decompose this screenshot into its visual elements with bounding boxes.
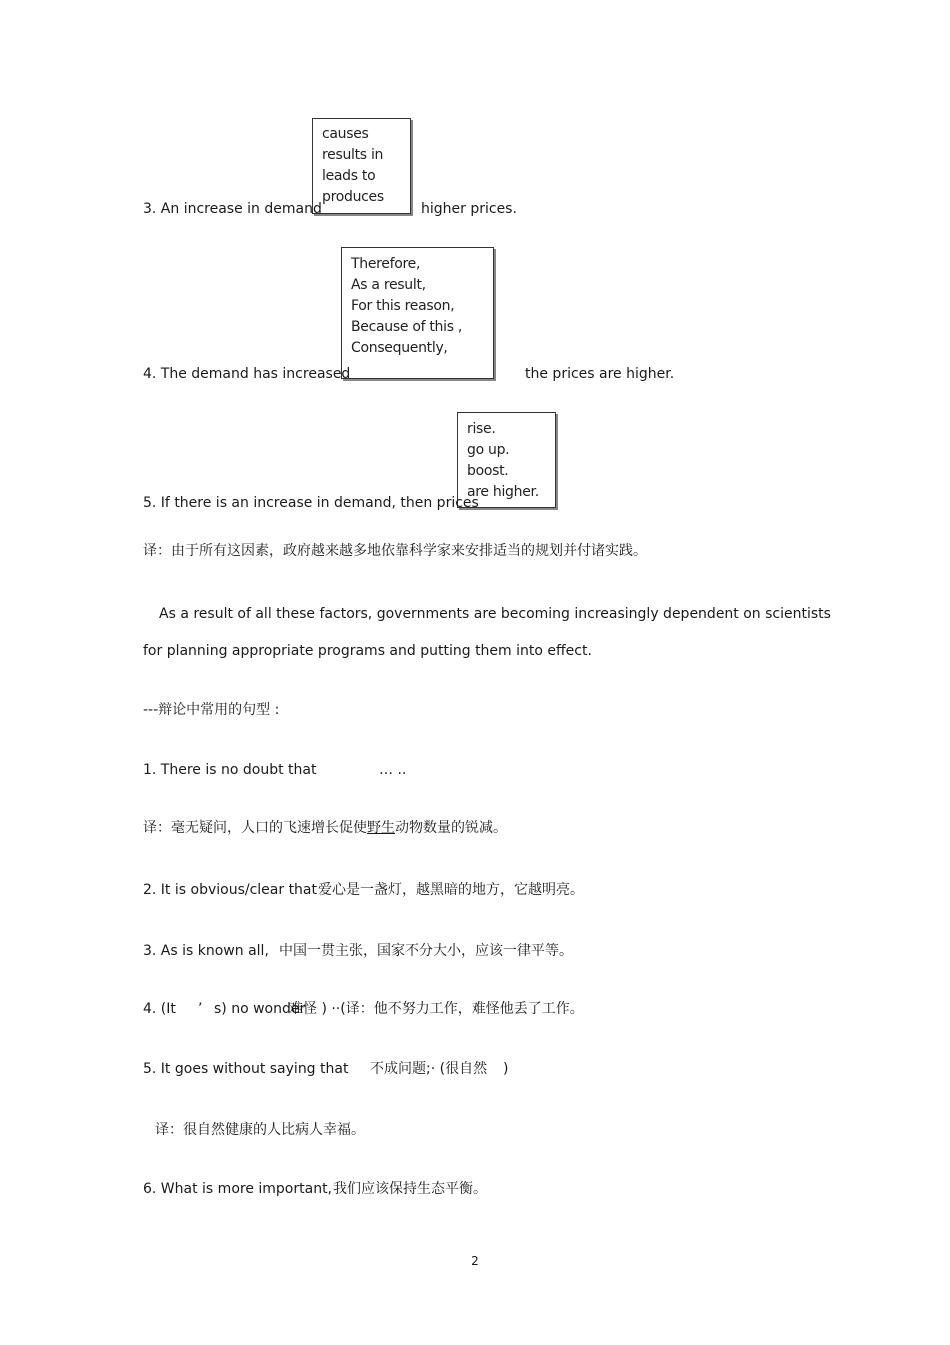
pattern-text: 3. As is known all, — [143, 943, 269, 959]
option: leads to — [322, 168, 376, 184]
translation-before: 译：毫无疑问，人口的飞速增长促使 — [143, 820, 367, 836]
option: Consequently, — [351, 340, 448, 356]
translation-after: 动物数量的锐减。 — [395, 820, 507, 836]
ex3-prefix: 3. An increase in demand — [143, 201, 322, 217]
page-number: 2 — [471, 1254, 479, 1268]
pattern-text: 4. (It — [143, 1001, 176, 1017]
pattern-4 — [143, 1000, 584, 1018]
ex3-suffix: higher prices. — [421, 201, 517, 217]
section-heading: ---辩论中常用的句型 : — [143, 702, 280, 718]
translation-5: 译：很自然健康的人比病人幸福。 — [155, 1122, 365, 1138]
option: are higher. — [467, 484, 539, 500]
pattern-example: 不成问题;· (很自然 — [370, 1061, 488, 1077]
pattern-3 — [143, 942, 573, 960]
pattern-text: 5. It goes without saying that — [143, 1061, 349, 1077]
option: produces — [322, 189, 384, 205]
option: boost. — [467, 463, 509, 479]
option: causes — [322, 126, 369, 142]
ellipsis: … .. — [379, 762, 407, 778]
options-box-ex3 — [312, 118, 411, 214]
ex4-prefix: 4. The demand has increased — [143, 366, 351, 382]
pattern-1 — [143, 761, 407, 779]
translation-line: 译：由于所有这因素，政府越来越多地依靠科学家来安排适当的规划并付诸实践。 — [143, 543, 647, 559]
option: Therefore, — [351, 256, 421, 272]
option: As a result, — [351, 277, 426, 293]
option: Because of this , — [351, 319, 463, 335]
pattern-text: 6. What is more important, — [143, 1181, 333, 1197]
translation-1 — [143, 819, 507, 837]
pattern-5 — [143, 1060, 509, 1078]
ex4-suffix: the prices are higher. — [525, 366, 675, 382]
option: go up. — [467, 442, 510, 458]
close-paren: ) — [503, 1061, 509, 1077]
underlined-word: 野生 — [367, 820, 395, 836]
paragraph-line-2: for planning appropriate programs and putting them into effect. — [143, 643, 592, 659]
option: results in — [322, 147, 384, 163]
pattern-text: 2. It is obvious/clear that — [143, 882, 318, 898]
apostrophe: ’ — [198, 1001, 203, 1017]
option: For this reason, — [351, 298, 455, 314]
pattern-example: 难怪 ) ··(译：他不努力工作，难怪他丢了工作。 — [289, 1001, 584, 1017]
pattern-example: 中国一贯主张，国家不分大小，应该一律平等。 — [279, 943, 573, 959]
pattern-example: 我们应该保持生态平衡。 — [333, 1181, 487, 1197]
options-box-ex4 — [341, 247, 494, 379]
pattern-text-mid: s) no wonder — [214, 1001, 306, 1017]
pattern-6 — [143, 1180, 487, 1198]
pattern-text: 1. There is no doubt that — [143, 762, 317, 778]
pattern-example: 爱心是一盏灯，越黑暗的地方，它越明亮。 — [318, 882, 584, 898]
ex5-prefix: 5. If there is an increase in demand, then prices — [143, 495, 479, 511]
paragraph-line-1: As a result of all these factors, governments are becoming increasingly dependent on scientists — [159, 606, 831, 622]
option: rise. — [467, 421, 496, 437]
pattern-2 — [143, 881, 584, 899]
